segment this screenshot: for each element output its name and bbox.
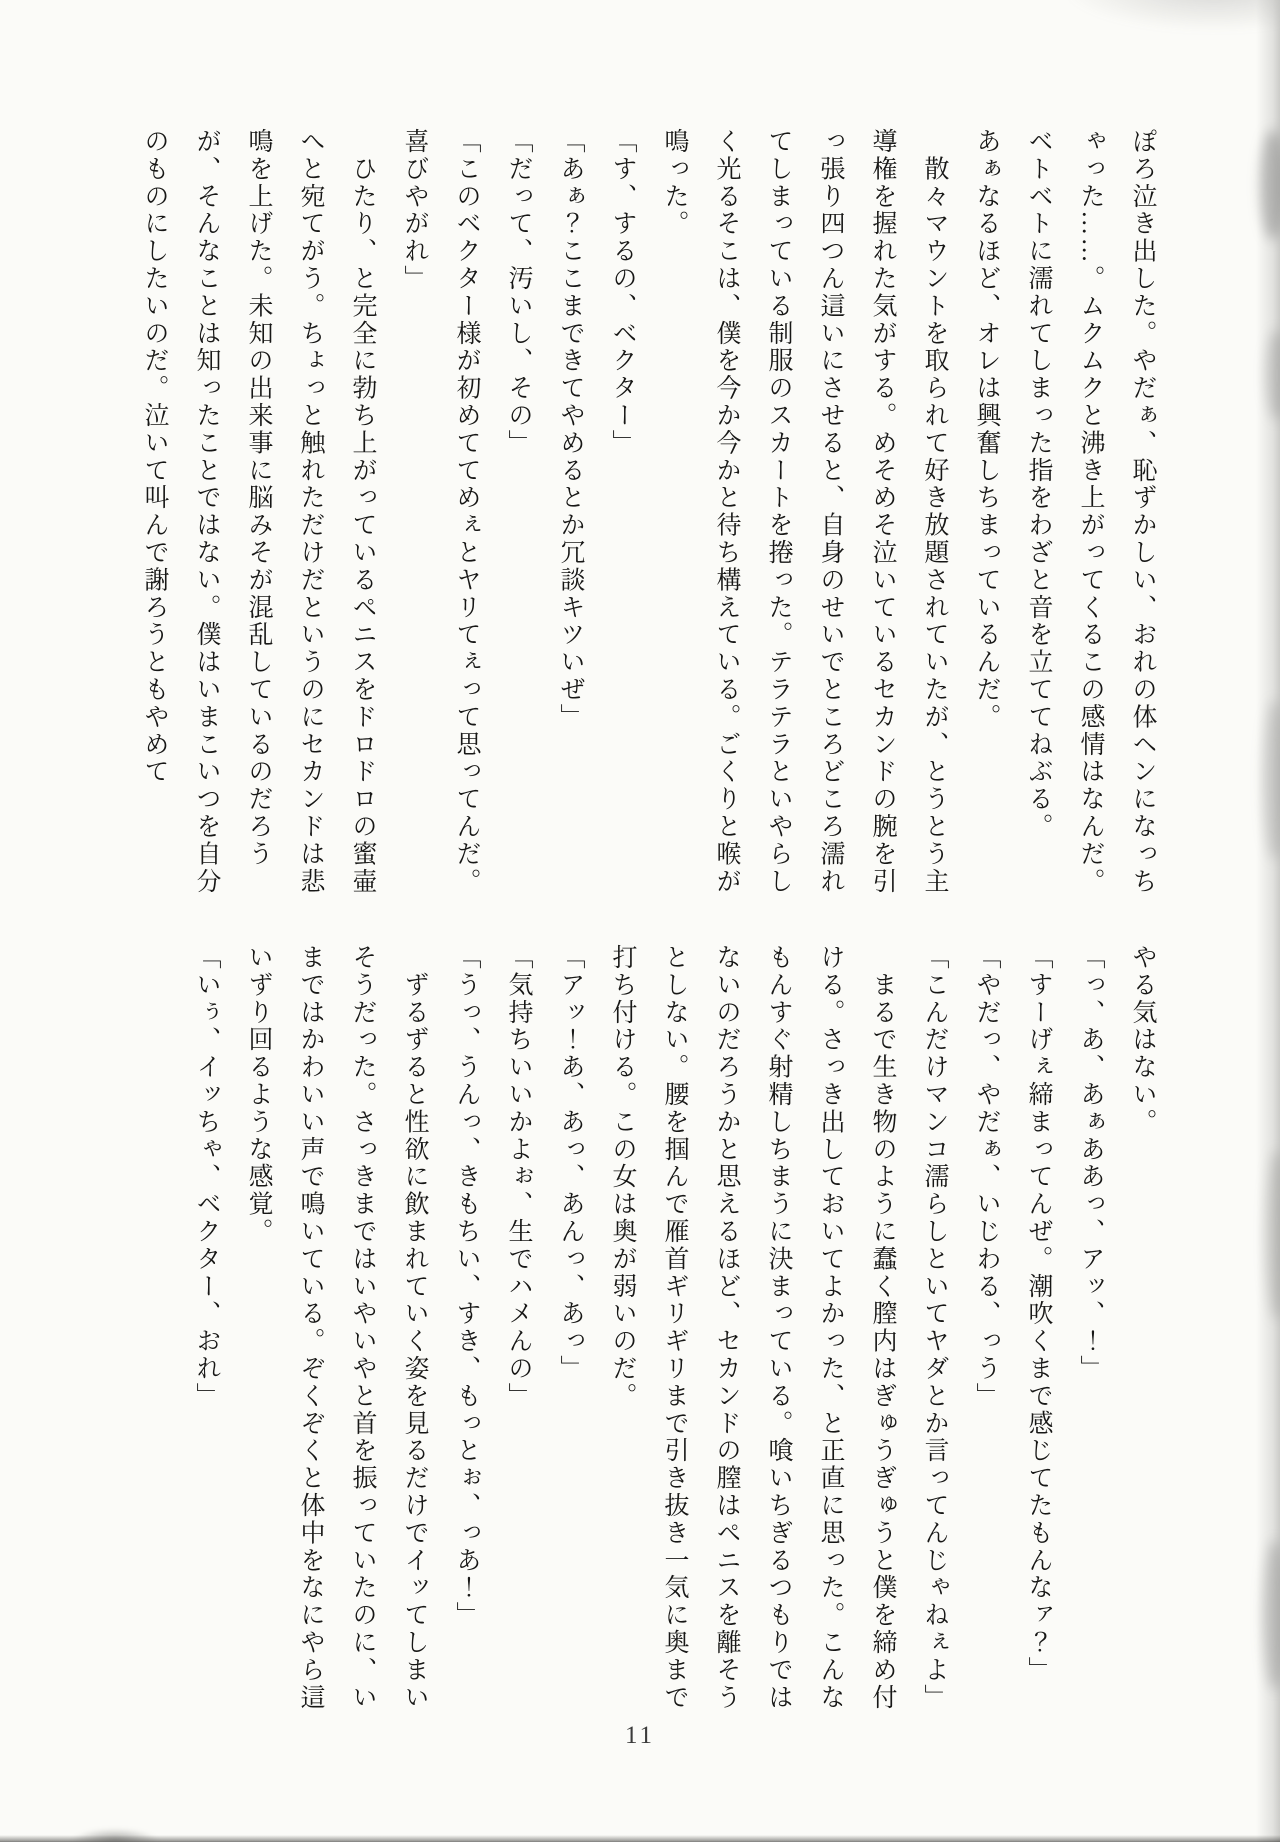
paragraph: 「気持ちいいかよぉ、生でハメんの」 (505, 944, 532, 1410)
paragraph: 「あぁ？ここまできてやめるとか冗談キツいぜ」 (557, 128, 584, 731)
scan-artifact-smudge (1263, 700, 1280, 860)
paragraph: あぁなるほど、オレは興奮しちまっているんだ。 (973, 128, 1000, 731)
paragraph: ひたり、と完全に勃ち上がっているペニスをドロドロの蜜壷へと宛てがう。ちょっと触れただけだというのにセカンドは悲鳴を上げた。未知の出来事に脳みそが混乱しているのだろうが、そんなことは知ったことではない。僕はいまこいつを自分のものにしたいのだ。泣いて叫んで謝ろうともやめて (141, 128, 376, 896)
bottom-text-block (180, 944, 1168, 1719)
paragraph: ずるずると性欲に飲まれていく姿を見るだけでイッてしまいそうだった。さっきまではいやいやと首を振っていたのに、いまではかわいい声で鳴いている。ぞくぞくと体中をなにやら這いずり回るような感覚。 (245, 944, 428, 1712)
paragraph: やる気はない。 (1129, 944, 1156, 1136)
paragraph: ぽろ泣き出した。やだぁ、恥ずかしい、おれの体ヘンになっちゃった……。ムクムクと沸き上がってくるこの感情はなんだ。ベトベトに濡れてしまった指をわざと音を立ててねぶる。 (1025, 128, 1156, 896)
scan-artifact-bottom-edge (0, 1835, 1280, 1842)
page-number: 11 (624, 1722, 656, 1749)
paragraph: 「す、するの、ベクター」 (609, 128, 636, 457)
paragraph: 「こんだけマンコ濡らしといてヤダとか言ってんじゃねぇよ」 (921, 944, 948, 1712)
paragraph: 「いぅ、イッちゃ、ベクター、おれ」 (193, 944, 220, 1410)
scan-artifact-smudge (1260, 130, 1280, 240)
scan-artifact-top-corner (1060, 0, 1280, 32)
paragraph: 「このベクター様が初めててめぇとヤリてぇって思ってんだ。喜びやがれ」 (401, 128, 480, 896)
paragraph: 「やだっ、やだぁ、いじわる、っう」 (973, 944, 1000, 1410)
scan-artifact-smudge (1263, 1540, 1280, 1690)
paragraph: 「だって、汚いし、その」 (505, 128, 532, 457)
paragraph: まるで生き物のように蠢く膣内はぎゅうぎゅうと僕を締め付ける。さっき出しておいてよかった、と正直に思った。こんなもんすぐ射精しちまうに決まっている。喰いちぎるつもりではないのだろうかと思えるほど、セカンドの膣はペニスを離そうとしない。腰を掴んで雁首ギリギリまで引き抜き一気に奥まで打ち付ける。この女は奥が弱いのだ。 (609, 944, 896, 1712)
paragraph: 散々マウントを取られて好き放題されていたが、とうとう主導権を握れた気がする。めそめそ泣いているセカンドの腕を引っ張り四つん這いにさせると、自身のせいでところどころ濡れてしまっている制服のスカートを捲った。テラテラといやらしく光るそこは、僕を今か今かと待ち構えている。ごくりと喉が鳴った。 (661, 128, 948, 896)
paragraph: 「アッ！あ、あっ、あんっ、あっ」 (557, 944, 584, 1383)
paragraph: 「うっ、うんっ、きもちい、すき、もっとぉ、っあ！」 (453, 944, 480, 1629)
paragraph: 「っ、あ、あぁああっ、アッ、！」 (1077, 944, 1104, 1383)
paragraph: 「すーげぇ締まってんぜ。潮吹くまで感じてたもんなァ？」 (1025, 944, 1052, 1684)
top-text-block (128, 128, 1168, 903)
scan-artifact-bottom-left (70, 1828, 160, 1842)
